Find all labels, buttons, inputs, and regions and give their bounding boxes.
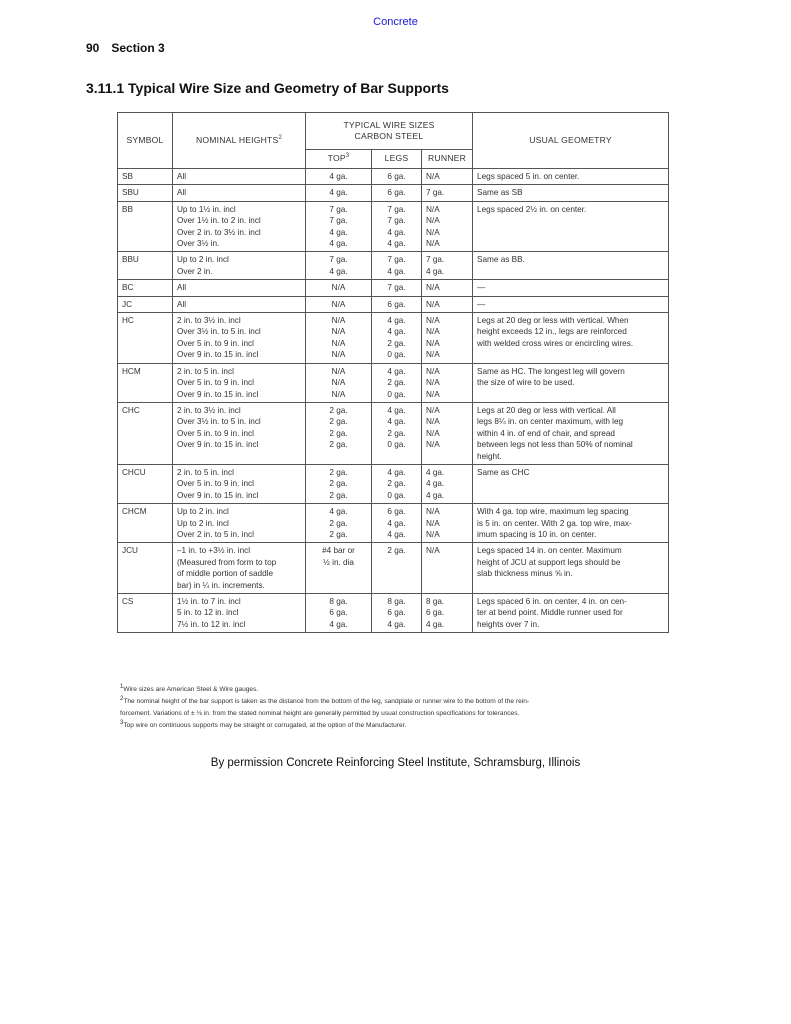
cell-line: Over 5 in. to 9 in. incl xyxy=(177,428,254,438)
cell-line: N/A xyxy=(426,299,440,309)
cell-line: 4 ga. xyxy=(387,227,406,237)
cell-line: Over 9 in. to 15 in. incl xyxy=(177,389,259,399)
cell-line: N/A xyxy=(426,428,440,438)
top-cell xyxy=(306,543,372,594)
runner-cell xyxy=(422,280,473,296)
cell-line: 7 ga. xyxy=(387,204,406,214)
runner-cell xyxy=(422,169,473,185)
header-legs: LEGS xyxy=(372,150,422,169)
cell-line: Over 1½ in. to 2 in. incl xyxy=(177,216,261,226)
table-row xyxy=(118,185,669,201)
cell-line: 0 ga. xyxy=(387,350,406,360)
top-cell xyxy=(306,296,372,312)
heights-cell xyxy=(173,252,306,280)
runner-cell xyxy=(422,543,473,594)
cell-line: Legs at 20 deg or less with vertical. All xyxy=(477,405,616,415)
cell-line: Legs spaced 14 in. on center. Maximum xyxy=(477,546,622,556)
runner-cell xyxy=(422,464,473,503)
cell-line: 6 ga. xyxy=(387,172,406,181)
cell-line: 2 in. to 5 in. incl xyxy=(177,467,234,477)
cell-line: 0 ga. xyxy=(387,440,406,450)
cell-line: Over 3½ in. to 5 in. incl xyxy=(177,417,261,427)
cell-line: within 4 in. of end of chair, and spread xyxy=(477,428,615,438)
header-runner: RUNNER xyxy=(422,150,473,169)
header-typical-wire-sizes: TYPICAL WIRE SIZES CARBON STEEL xyxy=(306,113,473,150)
geometry-cell xyxy=(473,169,669,185)
cell-line: All xyxy=(177,172,187,181)
cell-line: Same as CHC xyxy=(477,467,530,477)
legs-cell xyxy=(372,252,422,280)
cell-line: N/A xyxy=(426,327,440,337)
legs-cell xyxy=(372,464,422,503)
cell-line: 2 ga. xyxy=(329,417,348,427)
symbol-cell: SB xyxy=(118,169,173,185)
cell-line: Legs spaced 6 in. on center, 4 in. on cen- xyxy=(477,597,627,606)
symbol-cell: CHCU xyxy=(118,464,173,503)
section-title: 3.11.1 Typical Wire Size and Geometry of Bar Supports xyxy=(86,80,449,96)
cell-line: N/A xyxy=(426,366,440,376)
cell-line: 2 ga. xyxy=(329,529,348,539)
legs-cell xyxy=(372,169,422,185)
cell-line: N/A xyxy=(426,227,440,237)
cell-line: Over 9 in. to 15 in. incl xyxy=(177,490,259,500)
page-number: 90 xyxy=(86,41,100,55)
footnote-3: $^3$Top wire on continuous supports may be straight or corrugated, at the option of the Manufacturer. xyxy=(120,719,407,729)
cell-line: 7 ga. xyxy=(387,255,406,265)
cell-line: (Measured from form to top xyxy=(177,557,277,567)
runner-cell xyxy=(422,313,473,364)
cell-line: 7 ga. xyxy=(387,283,406,293)
legs-cell xyxy=(372,504,422,543)
runner-cell xyxy=(422,201,473,252)
cell-line: 4 ga. xyxy=(387,239,406,249)
cell-line: N/A xyxy=(331,389,346,399)
cell-line: ter at bend point. Middle runner used for xyxy=(477,608,623,618)
runner-cell xyxy=(422,363,473,402)
cell-line: 2 ga. xyxy=(329,428,348,438)
cell-line: 8 ga. xyxy=(329,597,348,606)
cell-line: N/A xyxy=(426,338,440,348)
cell-line: height of JCU at support legs should be xyxy=(477,557,621,567)
cell-line: N/A xyxy=(331,378,346,388)
cell-line: Legs spaced 5 in. on center. xyxy=(477,172,580,181)
cell-line: 7 ga. xyxy=(329,255,348,265)
top-cell xyxy=(306,280,372,296)
cell-line: Over 3½ in. to 5 in. incl xyxy=(177,327,261,337)
cell-line: 2 in. to 3½ in. incl xyxy=(177,405,241,415)
header-symbol: SYMBOL xyxy=(118,113,173,169)
table-row xyxy=(118,201,669,252)
cell-line: Over 9 in. to 15 in. incl xyxy=(177,440,259,450)
cell-line: Same as BB. xyxy=(477,255,525,265)
cell-line: 4 ga. xyxy=(426,490,445,500)
cell-line: 8 ga. xyxy=(387,597,406,606)
cell-line: 6 ga. xyxy=(329,608,348,618)
cell-line: 7 ga. xyxy=(329,204,348,214)
cell-line: 1½ in. to 7 in. incl xyxy=(177,597,241,606)
cell-line: 4 ga. xyxy=(387,366,406,376)
cell-line: With 4 ga. top wire, maximum leg spacing xyxy=(477,507,629,517)
header-usual-geometry: USUAL GEOMETRY xyxy=(473,113,669,169)
runner-cell xyxy=(422,504,473,543)
geometry-cell xyxy=(473,402,669,464)
cell-line: 5 in. to 12 in. incl xyxy=(177,608,239,618)
top-cell xyxy=(306,402,372,464)
cell-line: #4 bar or xyxy=(322,546,355,556)
cell-line: 2 ga. xyxy=(329,467,348,477)
cell-line: 2 ga. xyxy=(329,490,348,500)
symbol-cell: HCM xyxy=(118,363,173,402)
cell-line: Over 5 in. to 9 in. incl xyxy=(177,479,254,489)
table-row xyxy=(118,464,669,503)
cell-line: N/A xyxy=(426,350,440,360)
cell-line: 4 ga. xyxy=(387,327,406,337)
cell-line: All xyxy=(177,188,187,198)
heights-cell xyxy=(173,464,306,503)
cell-line: N/A xyxy=(426,378,440,388)
symbol-cell: CHCM xyxy=(118,504,173,543)
cell-line: N/A xyxy=(426,283,440,293)
symbol-cell: JCU xyxy=(118,543,173,594)
cell-line: N/A xyxy=(331,327,346,337)
cell-line: Up to 1½ in. incl xyxy=(177,204,236,214)
cell-line: N/A xyxy=(331,299,346,309)
cell-line: N/A xyxy=(331,350,346,360)
cell-line: 2 ga. xyxy=(387,338,406,348)
cell-line: Over 2 in. to 3½ in. incl xyxy=(177,227,261,237)
heights-cell xyxy=(173,169,306,185)
top-cell xyxy=(306,252,372,280)
header-top: TOP$^3$ xyxy=(306,150,372,169)
cell-line: 6 ga. xyxy=(387,507,406,517)
top-cell xyxy=(306,504,372,543)
cell-line: –1 in. to +3½ in. incl xyxy=(177,546,251,556)
top-cell xyxy=(306,201,372,252)
cell-line: 7 ga. xyxy=(329,216,348,226)
cell-line: is 5 in. on center. With 2 ga. top wire, max- xyxy=(477,518,632,528)
cell-line: with welded cross wires or encircling wires. xyxy=(477,338,634,348)
symbol-cell: BB xyxy=(118,201,173,252)
cell-line: 4 ga. xyxy=(329,619,348,629)
symbol-cell: JC xyxy=(118,296,173,312)
geometry-cell xyxy=(473,252,669,280)
cell-line: N/A xyxy=(331,316,346,326)
cell-line: N/A xyxy=(426,405,440,415)
cell-line: Up to 2 in. incl xyxy=(177,518,229,528)
symbol-cell: CS xyxy=(118,594,173,633)
geometry-cell xyxy=(473,464,669,503)
cell-line: 6 ga. xyxy=(387,188,406,198)
cell-line: slab thickness minus ⅝ in. xyxy=(477,569,573,579)
cell-line: 4 ga. xyxy=(387,405,406,415)
cell-line: 7 ga. xyxy=(426,255,445,265)
cell-line: N/A xyxy=(331,283,346,293)
cell-line: 4 ga. xyxy=(329,227,348,237)
legs-cell xyxy=(372,296,422,312)
geometry-cell xyxy=(473,201,669,252)
cell-line: Legs spaced 2½ in. on center. xyxy=(477,204,587,214)
cell-line: All xyxy=(177,283,187,293)
cell-line: Up to 2 in. incl xyxy=(177,507,229,517)
bar-supports-table xyxy=(117,112,669,633)
cell-line: 2 ga. xyxy=(329,440,348,450)
cell-line: N/A xyxy=(426,529,440,539)
heights-cell xyxy=(173,296,306,312)
cell-line: N/A xyxy=(426,204,440,214)
cell-line: Over 2 in. to 5 in. incl xyxy=(177,529,254,539)
cell-line: 4 ga. xyxy=(426,266,445,276)
cell-line: 0 ga. xyxy=(387,389,406,399)
cell-line: 4 ga. xyxy=(329,266,348,276)
cell-line: legs 8¼ in. on center maximum, with leg xyxy=(477,417,624,427)
cell-line: Same as HC. The longest leg will govern xyxy=(477,366,625,376)
cell-line: — xyxy=(477,299,486,309)
cell-line: height. xyxy=(477,451,502,461)
cell-line: 2 ga. xyxy=(387,378,406,388)
geometry-cell xyxy=(473,280,669,296)
runner-cell xyxy=(422,594,473,633)
legs-cell xyxy=(372,185,422,201)
cell-line: 7 ga. xyxy=(426,188,445,198)
cell-line: N/A xyxy=(426,389,440,399)
cell-line: 4 ga. xyxy=(387,266,406,276)
cell-line: N/A xyxy=(426,507,440,517)
runner-cell xyxy=(422,185,473,201)
cell-line: Over 2 in. xyxy=(177,266,213,276)
cell-line: 4 ga. xyxy=(426,467,445,477)
heights-cell xyxy=(173,313,306,364)
legs-cell xyxy=(372,313,422,364)
runner-cell xyxy=(422,402,473,464)
table-row xyxy=(118,313,669,364)
cell-line: N/A xyxy=(426,216,440,226)
header-nominal-heights: NOMINAL HEIGHTS$^2$ xyxy=(173,113,306,169)
symbol-cell: BC xyxy=(118,280,173,296)
cell-line: 7 ga. xyxy=(387,216,406,226)
cell-line: the size of wire to be used. xyxy=(477,378,575,388)
cell-line: imum spacing is 10 in. on center. xyxy=(477,529,597,539)
cell-line: 4 ga. xyxy=(329,507,348,517)
footnote-1: $^1$Wire sizes are American Steel & Wire gauges. xyxy=(120,683,259,693)
footnote-2-continued: forcement. Variations of ± ⅛ in. from the stated nominal height are generally permitted by usual construction specifications for tolerances. xyxy=(120,710,520,717)
table-row xyxy=(118,280,669,296)
table-row xyxy=(118,594,669,633)
geometry-cell xyxy=(473,363,669,402)
cell-line: between legs not less than 50% of nominal xyxy=(477,440,633,450)
cell-line: N/A xyxy=(331,366,346,376)
top-cell xyxy=(306,169,372,185)
cell-line: All xyxy=(177,299,187,309)
cell-line: Over 9 in. to 15 in. incl xyxy=(177,350,259,360)
cell-line: N/A xyxy=(426,518,440,528)
cell-line: N/A xyxy=(331,338,346,348)
cell-line: bar) in ¼ in. increments. xyxy=(177,580,265,590)
symbol-cell: SBU xyxy=(118,185,173,201)
symbol-cell: CHC xyxy=(118,402,173,464)
cell-line: 2 ga. xyxy=(387,546,406,556)
cell-line: 2 ga. xyxy=(329,518,348,528)
cell-line: ½ in. dia xyxy=(323,557,354,567)
cell-line: 4 ga. xyxy=(329,239,348,249)
cell-line: N/A xyxy=(426,172,440,181)
table-row xyxy=(118,252,669,280)
legs-cell xyxy=(372,201,422,252)
geometry-cell xyxy=(473,296,669,312)
footnotes xyxy=(120,684,680,732)
runner-cell xyxy=(422,296,473,312)
heights-cell xyxy=(173,594,306,633)
cell-line: 2 ga. xyxy=(387,428,406,438)
cell-line: 2 ga. xyxy=(329,405,348,415)
cell-line: Same as SB xyxy=(477,188,523,198)
cell-line: 4 ga. xyxy=(426,479,445,489)
table-row xyxy=(118,169,669,185)
geometry-cell xyxy=(473,504,669,543)
cell-line: height exceeds 12 in., legs are reinforced xyxy=(477,327,627,337)
cell-line: 4 ga. xyxy=(387,316,406,326)
top-cell xyxy=(306,313,372,364)
cell-line: 2 ga. xyxy=(329,479,348,489)
cell-line: of middle portion of saddle xyxy=(177,569,274,579)
table-row xyxy=(118,504,669,543)
symbol-cell: BBU xyxy=(118,252,173,280)
cell-line: N/A xyxy=(426,239,440,249)
table-row xyxy=(118,296,669,312)
table-row xyxy=(118,543,669,594)
symbol-cell: HC xyxy=(118,313,173,364)
heights-cell xyxy=(173,185,306,201)
cell-line: 4 ga. xyxy=(387,417,406,427)
cell-line: N/A xyxy=(426,440,440,450)
legs-cell xyxy=(372,594,422,633)
cell-line: 6 ga. xyxy=(426,608,445,618)
cell-line: 7½ in. to 12 in. incl xyxy=(177,619,246,629)
cell-line: 4 ga. xyxy=(387,518,406,528)
cell-line: heights over 7 in. xyxy=(477,619,540,629)
legs-cell xyxy=(372,280,422,296)
geometry-cell xyxy=(473,313,669,364)
cell-line: 4 ga. xyxy=(426,619,445,629)
cell-line: 4 ga. xyxy=(329,172,348,181)
cell-line: 4 ga. xyxy=(329,188,348,198)
cell-line: N/A xyxy=(426,316,440,326)
cell-line: 2 ga. xyxy=(387,479,406,489)
cell-line: — xyxy=(477,283,486,293)
legs-cell xyxy=(372,402,422,464)
cell-line: Up to 2 in. incl xyxy=(177,255,229,265)
heights-cell xyxy=(173,201,306,252)
table-row xyxy=(118,363,669,402)
geometry-cell xyxy=(473,185,669,201)
top-cell xyxy=(306,363,372,402)
table-row xyxy=(118,402,669,464)
top-cell xyxy=(306,594,372,633)
section-label: Section 3 xyxy=(111,41,165,55)
cell-line: 0 ga. xyxy=(387,490,406,500)
cell-line: 8 ga. xyxy=(426,597,445,606)
concrete-link[interactable]: Concrete xyxy=(373,16,418,28)
cell-line: 6 ga. xyxy=(387,608,406,618)
top-cell xyxy=(306,464,372,503)
bar-supports-table-wrap xyxy=(117,112,668,633)
cell-line: 2 in. to 3½ in. incl xyxy=(177,316,241,326)
top-cell xyxy=(306,185,372,201)
permission-credit: By permission Concrete Reinforcing Steel Institute, Schramsburg, Illinois xyxy=(210,757,581,769)
footnote-2: $^2$The nominal height of the bar support is taken as the distance from the bottom of the leg, sandplate or runner wire to the bottom of the rein- xyxy=(120,695,530,705)
runner-cell xyxy=(422,252,473,280)
cell-line: Over 5 in. to 9 in. incl xyxy=(177,378,254,388)
geometry-cell xyxy=(473,594,669,633)
page-header xyxy=(86,41,165,55)
cell-line: Over 5 in. to 9 in. incl xyxy=(177,338,254,348)
cell-line: 6 ga. xyxy=(387,299,406,309)
heights-cell xyxy=(173,402,306,464)
heights-cell xyxy=(173,280,306,296)
cell-line: N/A xyxy=(426,546,440,556)
heights-cell xyxy=(173,504,306,543)
legs-cell xyxy=(372,543,422,594)
cell-line: Legs at 20 deg or less with vertical. When xyxy=(477,316,629,326)
legs-cell xyxy=(372,363,422,402)
cell-line: N/A xyxy=(426,417,440,427)
heights-cell xyxy=(173,543,306,594)
heights-cell xyxy=(173,363,306,402)
cell-line: Over 3½ in. xyxy=(177,239,220,249)
cell-line: 4 ga. xyxy=(387,529,406,539)
table-body xyxy=(118,169,669,633)
cell-line: 2 in. to 5 in. incl xyxy=(177,366,234,376)
cell-line: 4 ga. xyxy=(387,467,406,477)
geometry-cell xyxy=(473,543,669,594)
cell-line: 4 ga. xyxy=(387,619,406,629)
